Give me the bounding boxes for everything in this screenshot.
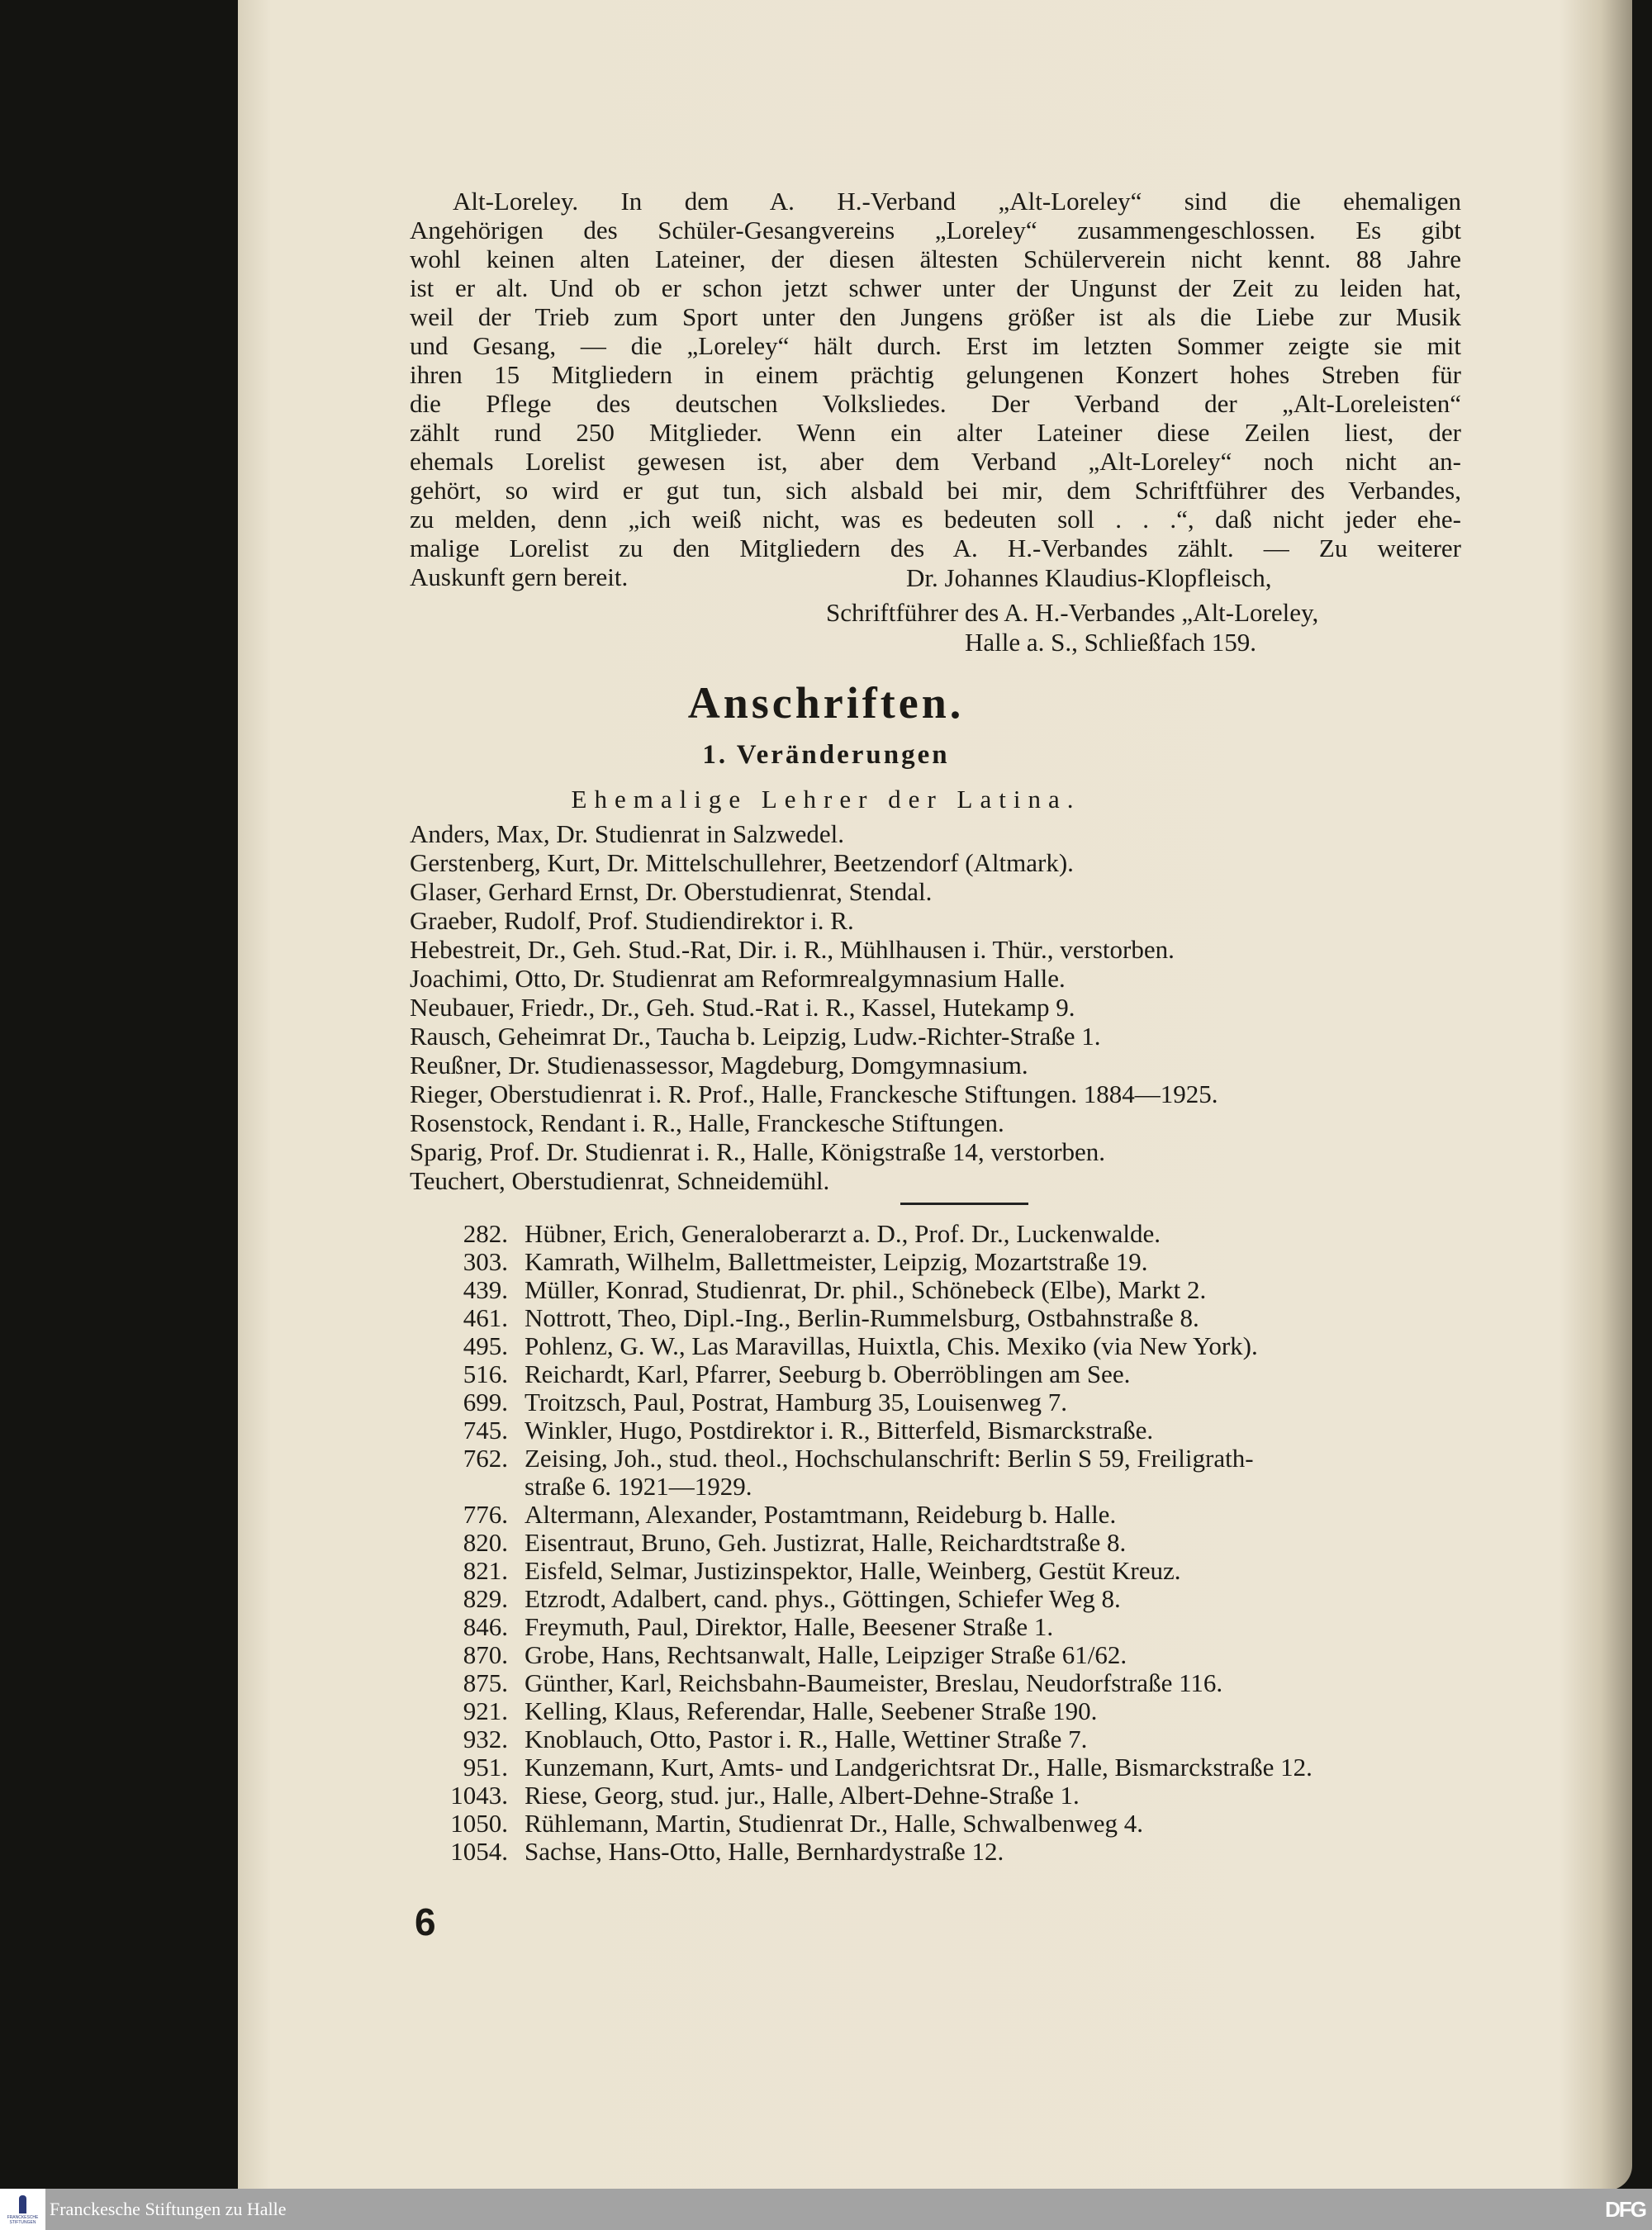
member-number: 846. <box>463 1612 508 1641</box>
member-number: 875. <box>463 1668 508 1697</box>
paragraph-line: zu melden, denn „ich weiß nicht, was es bedeuten soll . . .“, daß nicht jeder ehe- <box>410 505 1461 534</box>
member-number: 461. <box>463 1303 508 1332</box>
dfg-logo[interactable]: DFG <box>1605 2197 1645 2222</box>
member-entry <box>430 1220 1313 1248</box>
member-text: Rühlemann, Martin, Studienrat Dr., Halle, Schwalbenweg 4. <box>525 1809 1144 1838</box>
group-heading: Ehemalige Lehrer der Latina. <box>571 785 1081 814</box>
member-entry <box>430 1276 1313 1304</box>
member-text: Winkler, Hugo, Postdirektor i. R., Bitterfeld, Bismarckstraße. <box>525 1416 1154 1445</box>
teacher-entry: Joachimi, Otto, Dr. Studienrat am Reformrealgymnasium Halle. <box>410 964 1066 993</box>
member-number: 439. <box>463 1275 508 1304</box>
member-number: 776. <box>463 1500 508 1529</box>
member-text: Altermann, Alexander, Postamtmann, Reideburg b. Halle. <box>525 1500 1117 1529</box>
paragraph-line: gehört, so wird er gut tun, sich alsbald bei mir, dem Schriftführer des Verbandes, <box>410 476 1461 505</box>
teacher-entry: Rieger, Oberstudienrat i. R. Prof., Halle, Franckesche Stiftungen. 1884—1925. <box>410 1079 1218 1108</box>
member-number: 516. <box>463 1359 508 1388</box>
member-number: 932. <box>463 1725 508 1753</box>
member-text: Günther, Karl, Reichsbahn-Baumeister, Breslau, Neudorfstraße 116. <box>525 1668 1223 1697</box>
member-number: 762. <box>463 1444 508 1473</box>
member-number: 921. <box>463 1696 508 1725</box>
member-text: Eisfeld, Selmar, Justizinspektor, Halle, Weinberg, Gestüt Kreuz. <box>525 1556 1181 1585</box>
logo-figure-icon <box>19 2195 26 2213</box>
member-entry <box>430 1501 1313 1529</box>
member-entry <box>430 1613 1313 1641</box>
signature-address: Halle a. S., Schließfach 159. <box>965 628 1256 657</box>
member-text: straße 6. 1921—1929. <box>525 1472 752 1501</box>
teacher-list <box>410 819 1218 1195</box>
teacher-entry: Sparig, Prof. Dr. Studienrat i. R., Halle, Königstraße 14, verstorben. <box>410 1137 1106 1166</box>
teacher-entry: Reußner, Dr. Studienassessor, Magdeburg, Domgymnasium. <box>410 1051 1028 1079</box>
member-entry <box>430 1304 1313 1332</box>
paragraph-line: wohl keinen alten Lateiner, der diesen ältesten Schülerverein nicht kennt. 88 Jahre <box>410 244 1461 273</box>
member-entry <box>430 1473 1313 1501</box>
paragraph-line: Alt-Loreley. In dem A. H.-Verband „Alt-Loreley“ sind die ehemaligen <box>453 187 1461 216</box>
member-list <box>430 1220 1313 1866</box>
paragraph-line: die Pflege des deutschen Volksliedes. Der Verband der „Alt-Loreleisten“ <box>410 389 1461 418</box>
member-number: 495. <box>463 1331 508 1360</box>
member-entry <box>430 1332 1313 1360</box>
member-number: 821. <box>463 1556 508 1585</box>
teacher-entry: Rosenstock, Rendant i. R., Halle, Franckesche Stiftungen. <box>410 1108 1004 1137</box>
member-text: Kamrath, Wilhelm, Ballettmeister, Leipzig, Mozartstraße 19. <box>525 1247 1148 1276</box>
paragraph-line: weil der Trieb zum Sport unter den Jungens größer ist als die Liebe zur Musik <box>410 302 1461 331</box>
member-number: 870. <box>463 1640 508 1669</box>
signature-name: Dr. Johannes Klaudius-Klopfleisch, <box>906 563 1272 592</box>
member-number <box>430 1473 525 1501</box>
teacher-entry: Graeber, Rudolf, Prof. Studiendirektor i. R. <box>410 906 854 935</box>
teacher-entry: Neubauer, Friedr., Dr., Geh. Stud.-Rat i. R., Kassel, Hutekamp 9. <box>410 993 1075 1022</box>
paragraph-line: Angehörigen des Schüler-Gesangvereins „Loreley“ zusammengeschlossen. Es gibt <box>410 216 1461 244</box>
signature-title: Schriftführer des A. H.-Verbandes „Alt-Loreley, <box>826 598 1319 627</box>
member-number: 1050. <box>450 1809 508 1838</box>
member-text: Freymuth, Paul, Direktor, Halle, Beesener Straße 1. <box>525 1612 1054 1641</box>
section-subtitle: 1. Veränderungen <box>702 740 950 770</box>
member-number: 1054. <box>450 1837 508 1866</box>
member-entry <box>430 1529 1313 1557</box>
footer-bar <box>0 2189 1652 2230</box>
teacher-entry: Teuchert, Oberstudienrat, Schneidemühl. <box>410 1166 830 1195</box>
member-text: Kunzemann, Kurt, Amts- und Landgerichtsrat Dr., Halle, Bismarckstraße 12. <box>525 1753 1313 1782</box>
member-text: Reichardt, Karl, Pfarrer, Seeburg b. Oberröblingen am See. <box>525 1359 1131 1388</box>
page-number: 6 <box>415 1900 436 1943</box>
member-text: Knoblauch, Otto, Pastor i. R., Halle, Wettiner Straße 7. <box>525 1725 1088 1753</box>
member-text: Pohlenz, G. W., Las Maravillas, Huixtla, Chis. Mexiko (via New York). <box>525 1331 1258 1360</box>
member-text: Nottrott, Theo, Dipl.-Ing., Berlin-Rummelsburg, Ostbahnstraße 8. <box>525 1303 1199 1332</box>
member-entry <box>430 1557 1313 1585</box>
member-entry <box>430 1388 1313 1416</box>
member-number: 1043. <box>450 1781 508 1810</box>
paragraph-line: und Gesang, — die „Loreley“ hält durch. Erst im letzten Sommer zeigte sie mit <box>410 331 1461 360</box>
member-entry <box>430 1669 1313 1697</box>
member-entry <box>430 1248 1313 1276</box>
member-number: 951. <box>463 1753 508 1782</box>
teacher-entry: Hebestreit, Dr., Geh. Stud.-Rat, Dir. i. R., Mühlhausen i. Thür., verstorben. <box>410 935 1175 964</box>
member-text: Etzrodt, Adalbert, cand. phys., Göttingen, Schiefer Weg 8. <box>525 1584 1121 1613</box>
paragraph-line: Auskunft gern bereit. <box>410 562 629 591</box>
member-text: Grobe, Hans, Rechtsanwalt, Halle, Leipziger Straße 61/62. <box>525 1640 1127 1669</box>
paragraph-line: malige Lorelist zu den Mitgliedern des A. H.-Verbandes zählt. — Zu weiterer <box>410 534 1461 562</box>
member-number: 282. <box>463 1219 508 1248</box>
member-number: 829. <box>463 1584 508 1613</box>
teacher-entry: Gerstenberg, Kurt, Dr. Mittelschullehrer, Beetzendorf (Altmark). <box>410 848 1074 877</box>
paragraph-line: ist er alt. Und ob er schon jetzt schwer unter der Ungunst der Zeit zu leiden hat, <box>410 273 1461 302</box>
teacher-entry: Glaser, Gerhard Ernst, Dr. Oberstudienrat, Stendal. <box>410 877 933 906</box>
member-entry <box>430 1416 1313 1445</box>
paragraph-line: zählt rund 250 Mitglieder. Wenn ein alter Lateiner diese Zeilen liest, der <box>410 418 1461 447</box>
member-text: Müller, Konrad, Studienrat, Dr. phil., Schönebeck (Elbe), Markt 2. <box>525 1275 1207 1304</box>
section-title: Anschriften. <box>687 678 965 728</box>
member-entry <box>430 1445 1313 1473</box>
member-number: 820. <box>463 1528 508 1557</box>
member-text: Eisentraut, Bruno, Geh. Justizrat, Halle, Reichardtstraße 8. <box>525 1528 1127 1557</box>
institution-logo <box>0 2189 45 2230</box>
member-entry <box>430 1360 1313 1388</box>
member-text: Kelling, Klaus, Referendar, Halle, Seebener Straße 190. <box>525 1696 1098 1725</box>
member-entry <box>430 1753 1313 1782</box>
member-entry <box>430 1782 1313 1810</box>
member-number: 303. <box>463 1247 508 1276</box>
member-entry <box>430 1838 1313 1866</box>
member-number: 699. <box>463 1388 508 1416</box>
article-paragraph <box>410 187 1461 591</box>
member-number: 745. <box>463 1416 508 1445</box>
member-entry <box>430 1697 1313 1725</box>
logo-caption: FRANCKESCHE STIFTUNGEN <box>7 2215 39 2225</box>
institution-name[interactable]: Franckesche Stiftungen zu Halle <box>50 2199 287 2219</box>
member-text: Riese, Georg, stud. jur., Halle, Albert-Dehne-Straße 1. <box>525 1781 1080 1810</box>
paragraph-line: ehemals Lorelist gewesen ist, aber dem Verband „Alt-Loreley“ noch nicht an- <box>410 447 1461 476</box>
divider <box>900 1203 1028 1205</box>
member-text: Zeising, Joh., stud. theol., Hochschulanschrift: Berlin S 59, Freiligrath- <box>525 1444 1254 1473</box>
member-text: Troitzsch, Paul, Postrat, Hamburg 35, Louisenweg 7. <box>525 1388 1067 1416</box>
teacher-entry: Anders, Max, Dr. Studienrat in Salzwedel. <box>410 819 845 848</box>
member-text: Sachse, Hans-Otto, Halle, Bernhardystraße 12. <box>525 1837 1004 1866</box>
teacher-entry: Rausch, Geheimrat Dr., Taucha b. Leipzig, Ludw.-Richter-Straße 1. <box>410 1022 1101 1051</box>
member-entry <box>430 1810 1313 1838</box>
paragraph-line: ihren 15 Mitgliedern in einem prächtig gelungenen Konzert hohes Streben für <box>410 360 1461 389</box>
member-entry <box>430 1641 1313 1669</box>
member-text: Hübner, Erich, Generaloberarzt a. D., Prof. Dr., Luckenwalde. <box>525 1219 1161 1248</box>
member-entry <box>430 1585 1313 1613</box>
member-entry <box>430 1725 1313 1753</box>
